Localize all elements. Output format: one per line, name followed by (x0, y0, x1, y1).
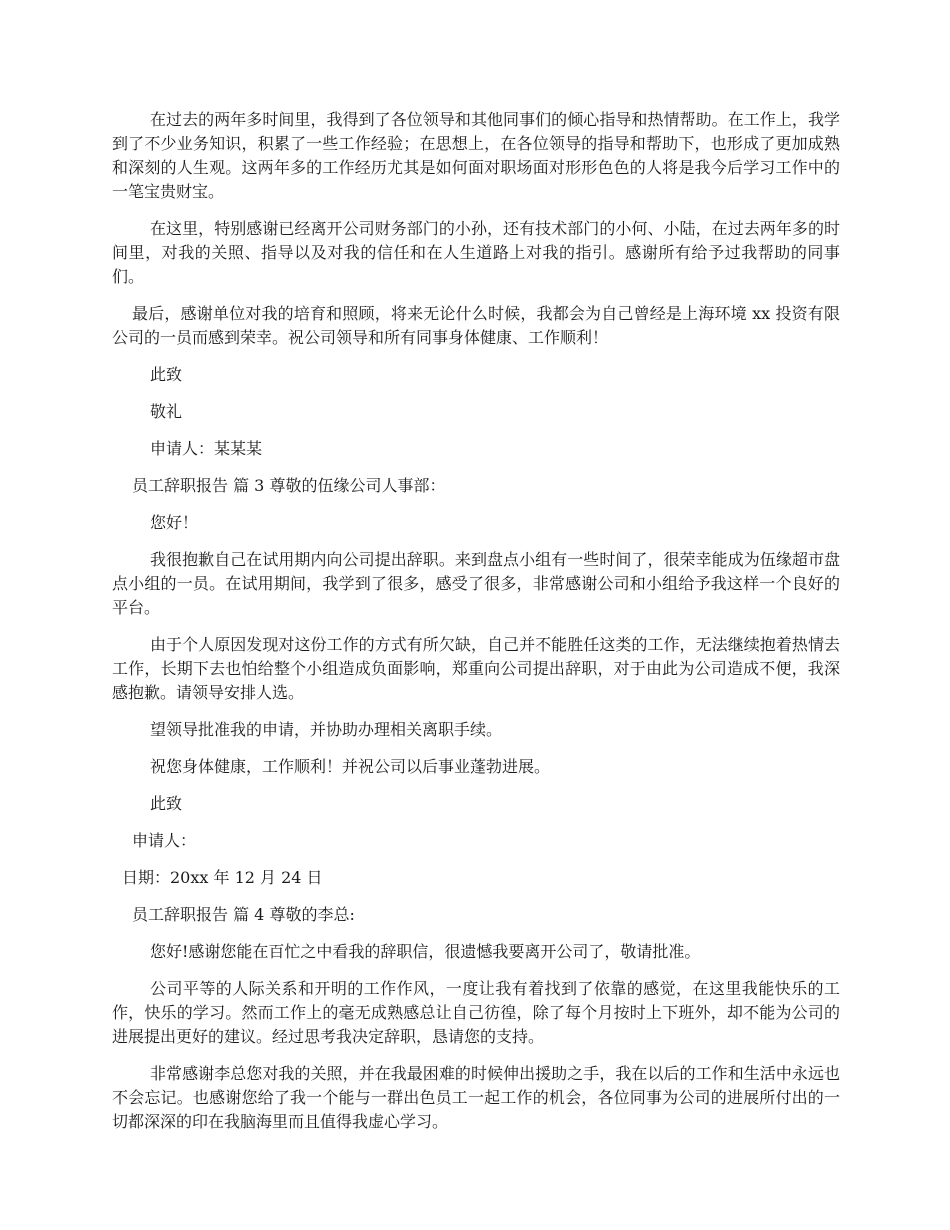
document-page (112, 108, 840, 1147)
closing-regards: 敬礼 (150, 402, 183, 421)
report-4-paragraph-thanks: 非常感谢李总您对我的关照，并在我最困难的时候伸出援助之手，我在以后的工作和生活中永远也不会忘记。也感谢您给了我一个能与一群出色员工一起工作的机会，各位同事为公司的进展所付出的一切都深深的印在我脑海里而且值得我虚心学习。 (112, 1064, 840, 1131)
paragraph-thanks-colleagues: 在这里，特别感谢已经离开公司财务部门的小孙，还有技术部门的小何、小陆，在过去两年多的时间里，对我的关照、指导以及对我的信任和在人生道路上对我的指引。感谢所有给予过我帮助的同事们。 (112, 219, 840, 286)
report-4-greeting: 您好!感谢您能在百忙之中看我的辞职信，很遗憾我要离开公司了，敬请批准。 (150, 942, 701, 961)
report-3-greeting: 您好！ (150, 513, 199, 532)
report-3-paragraph-reason: 由于个人原因发现对这份工作的方式有所欠缺，自己并不能胜任这类的工作，无法继续抱着热情去工作，长期下去也怕给整个小组造成负面影响，郑重向公司提出辞职，对于由此为公司造成不便，我深感抱歉。请领导安排人选。 (112, 635, 840, 702)
applicant-signature: 申请人：某某某 (150, 439, 263, 458)
report-3-applicant: 申请人： (132, 831, 197, 850)
report-3-paragraph-wishes: 祝您身体健康，工作顺利！并祝公司以后事业蓬勃进展。 (150, 757, 551, 776)
report-3-paragraph-request: 望领导批准我的申请，并协助办理相关离职手续。 (150, 720, 503, 739)
paragraph-closing-wishes: 最后，感谢单位对我的培育和照顾，将来无论什么时候，我都会为自己曾经是上海环境 xx 投资有限公司的一员而感到荣幸。祝公司领导和所有同事身体健康、工作顺利！ (112, 304, 840, 347)
report-4-heading: 员工辞职报告 篇 4 尊敬的李总: (132, 905, 355, 924)
report-3-closing-salutation: 此致 (150, 794, 183, 813)
report-3-paragraph-apology: 我很抱歉自己在试用期内向公司提出辞职。来到盘点小组有一些时间了，很荣幸能成为伍缘超市盘点小组的一员。在试用期间，我学到了很多，感受了很多，非常感谢公司和小组给予我这样一个良好的平台。 (112, 550, 840, 617)
closing-salutation: 此致 (150, 365, 183, 384)
paragraph-gratitude-leaders: 在过去的两年多时间里，我得到了各位领导和其他同事们的倾心指导和热情帮助。在工作上，我学到了不少业务知识，积累了一些工作经验；在思想上，在各位领导的指导和帮助下，也形成了更加成熟和深刻的人生观。这两年多的工作经历尤其是如何面对职场面对形形色色的人将是我今后学习工作中的一笔宝贵财宝。 (112, 110, 840, 201)
report-3-date: 日期：20xx 年 12 月 24 日 (122, 868, 323, 887)
report-3-heading: 员工辞职报告 篇 3 尊敬的伍缘公司人事部： (132, 476, 446, 495)
report-4-paragraph-workstyle: 公司平等的人际关系和开明的工作作风，一度让我有着找到了依靠的感觉，在这里我能快乐的工作，快乐的学习。然而工作上的毫无成熟感总让自己彷徨，除了每个月按时上下班外，却不能为公司的进展提出更好的建议。经过思考我决定辞职，恳请您的支持。 (112, 979, 840, 1046)
